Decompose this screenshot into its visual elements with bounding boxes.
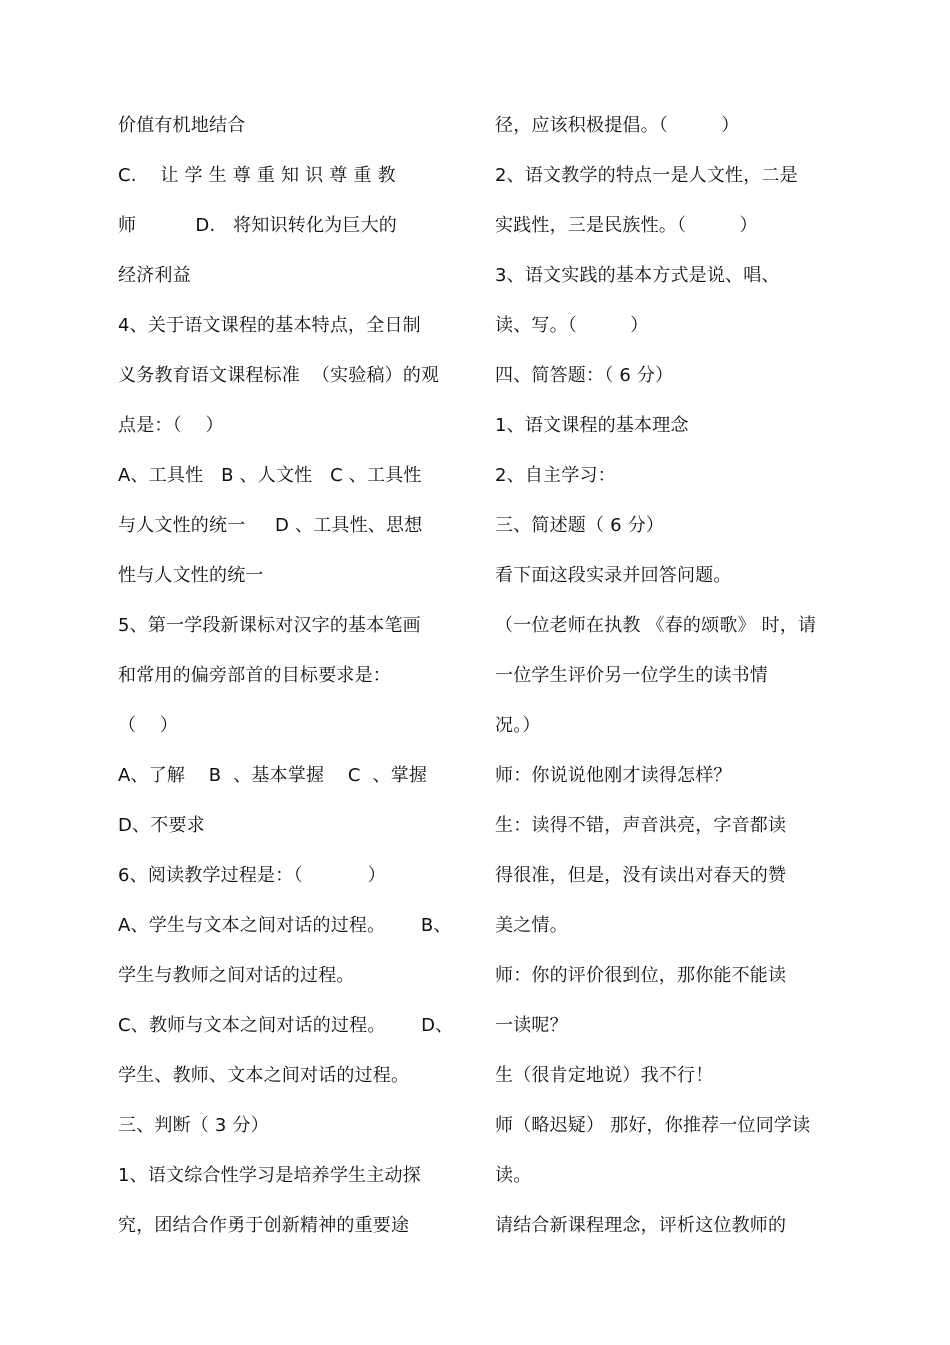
text-line: 读、写。（ ） — [495, 315, 649, 336]
text-line: 4、关于语文课程的基本特点，全日制 — [118, 315, 421, 336]
text-line: 径，应该积极提倡。（ ） — [495, 115, 740, 136]
text-line: A、学生与文本之间对话的过程。 B、 — [118, 915, 452, 936]
text-line: 师（略迟疑） 那好，你推荐一位同学读 — [495, 1115, 811, 1136]
text-line: （ ） — [118, 715, 179, 736]
text-line: 学生与教师之间对话的过程。 — [118, 965, 355, 986]
text-line: 美之情。 — [495, 915, 568, 936]
text-line: 5、第一学段新课标对汉字的基本笔画 — [118, 615, 421, 636]
text-line: 一位学生评价另一位学生的读书情 — [495, 665, 768, 686]
text-line: 师 D. 将知识转化为巨大的 — [118, 215, 397, 236]
text-line: 与人文性的统一 D 、工具性、思想 — [118, 515, 423, 536]
text-line: 看下面这段实录并回答问题。 — [495, 565, 732, 586]
text-line: （一位老师在执教 《春的颂歌》 时，请 — [495, 615, 817, 636]
left-column — [118, 110, 463, 1260]
text-line: 请结合新课程理念，评析这位教师的 — [495, 1215, 787, 1236]
text-line: 6、阅读教学过程是：（ ） — [118, 865, 386, 886]
text-line: 经济利益 — [118, 265, 191, 286]
text-line: 3、语文实践的基本方式是说、唱、 — [495, 265, 780, 286]
text-line: 师：你的评价很到位，那你能不能读 — [495, 965, 787, 986]
text-line: 生：读得不错，声音洪亮，字音都读 — [495, 815, 787, 836]
text-line: 生（很肯定地说）我不行！ — [495, 1065, 714, 1086]
text-line: 实践性，三是民族性。（ ） — [495, 215, 758, 236]
text-line: 和常用的偏旁部首的目标要求是： — [118, 665, 391, 686]
text-line: D、不要求 — [118, 815, 205, 836]
text-line: A、工具性 B 、人文性 C 、工具性 — [118, 465, 422, 486]
text-line: 义务教育语文课程标准 （实验稿）的观 — [118, 365, 440, 386]
section-heading: 三、判断（ 3 分） — [118, 1115, 269, 1136]
text-line: 1、语文综合性学习是培养学生主动探 — [118, 1165, 421, 1186]
text-line: C. 让 学 生 尊 重 知 识 尊 重 教 — [118, 165, 396, 186]
text-line: C、教师与文本之间对话的过程。 D、 — [118, 1015, 454, 1036]
section-heading: 三、简述题（ 6 分） — [495, 515, 665, 536]
text-line: 价值有机地结合 — [118, 115, 246, 136]
text-line: 读。 — [495, 1165, 532, 1186]
text-line: 得很准，但是，没有读出对春天的赞 — [495, 865, 787, 886]
text-line: A、了解 B 、基本掌握 C 、掌握 — [118, 765, 428, 786]
right-column — [495, 110, 840, 1260]
text-line: 性与人文性的统一 — [118, 565, 264, 586]
text-line: 究，团结合作勇于创新精神的重要途 — [118, 1215, 410, 1236]
text-line: 1、语文课程的基本理念 — [495, 415, 689, 436]
text-line: 况。） — [495, 715, 541, 736]
section-heading: 四、简答题：（ 6 分） — [495, 365, 674, 386]
text-line: 2、语文教学的特点一是人文性，二是 — [495, 165, 798, 186]
text-line: 一读呢？ — [495, 1015, 568, 1036]
text-line: 学生、教师、文本之间对话的过程。 — [118, 1065, 410, 1086]
text-line: 2、自主学习： — [495, 465, 616, 486]
text-line: 点是：（ ） — [118, 415, 224, 436]
text-line: 师：你说说他刚才读得怎样？ — [495, 765, 732, 786]
